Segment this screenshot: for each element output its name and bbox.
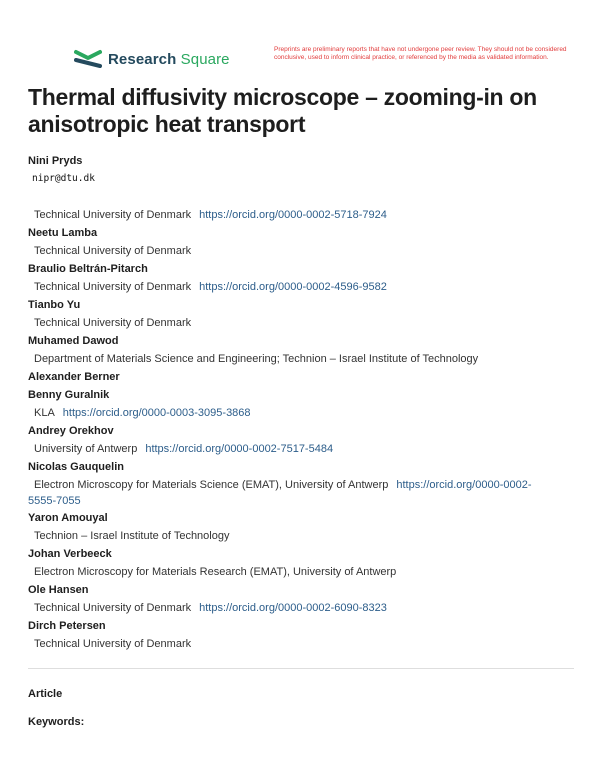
author-affiliation: Technical University of Denmark https://orcid.org/0000-0002-6090-8323 <box>34 602 387 614</box>
author-entry <box>28 509 576 545</box>
brand-name: Research Square <box>108 50 230 68</box>
author-entry <box>28 386 576 422</box>
author-entry <box>28 152 576 224</box>
orcid-link[interactable]: https://orcid.org/0000-0002-7517-5484 <box>145 443 334 455</box>
orcid-link[interactable]: https://orcid.org/0000-0002-5718-7924 <box>199 209 387 221</box>
author-affiliation: Electron Microscopy for Materials Science (EMAT), University of Antwerp https://orcid.org/0000-0002- <box>34 479 532 491</box>
author-list <box>28 152 576 653</box>
author-name: Yaron Amouyal <box>28 512 108 524</box>
author-name: Alexander Berner <box>28 371 120 383</box>
author-name: Braulio Beltrán-Pitarch <box>28 263 148 275</box>
author-affiliation: Technical University of Denmark <box>34 245 192 257</box>
author-affiliation: Technical University of Denmark <box>34 638 192 650</box>
author-entry <box>28 260 576 296</box>
research-square-logo[interactable] <box>74 48 230 70</box>
orcid-link[interactable]: https://orcid.org/0000-0003-3095-3868 <box>62 407 251 419</box>
orcid-link[interactable]: https://orcid.org/0000-0002- <box>396 479 532 491</box>
author-entry <box>28 368 576 386</box>
preprint-disclaimer: Preprints are preliminary reports that have not undergone peer review. They should not be considered conclusive, used to inform clinical practice, or referenced by the media as validated information. <box>274 46 567 61</box>
article-type-heading: Article <box>28 688 63 700</box>
author-name: Johan Verbeeck <box>28 548 112 560</box>
orcid-link[interactable]: https://orcid.org/0000-0002-6090-8323 <box>199 602 387 614</box>
research-square-logo-icon <box>74 48 102 70</box>
author-name: Tianbo Yu <box>28 299 81 311</box>
author-name: Benny Guralnik <box>28 389 110 401</box>
author-name: Neetu Lamba <box>28 227 98 239</box>
author-affiliation: Department of Materials Science and Engineering; Technion – Israel Institute of Technology <box>34 353 479 365</box>
author-affiliation: KLA https://orcid.org/0000-0003-3095-3868 <box>34 407 251 419</box>
author-entry <box>28 296 576 332</box>
keywords-heading: Keywords: <box>28 716 85 728</box>
header <box>74 46 574 76</box>
author-name: Nicolas Gauquelin <box>28 461 124 473</box>
author-name: Nini Pryds <box>28 155 83 167</box>
author-entry <box>28 224 576 260</box>
orcid-link[interactable]: https://orcid.org/0000-0002-4596-9582 <box>199 281 387 293</box>
author-affiliation: Technical University of Denmark https://orcid.org/0000-0002-4596-9582 <box>34 281 387 293</box>
orcid-link-continuation[interactable]: 5555-7055 <box>28 495 81 507</box>
author-entry <box>28 581 576 617</box>
author-entry <box>28 458 576 509</box>
author-name: Muhamed Dawod <box>28 335 119 347</box>
author-affiliation: University of Antwerp https://orcid.org/0000-0002-7517-5484 <box>34 443 334 455</box>
section-divider <box>28 668 574 669</box>
author-name: Ole Hansen <box>28 584 89 596</box>
author-entry <box>28 545 576 581</box>
author-entry <box>28 422 576 458</box>
paper-title: Thermal diffusivity microscope – zooming-in on anisotropic heat transport <box>28 84 537 137</box>
author-affiliation: Technical University of Denmark https://orcid.org/0000-0002-5718-7924 <box>34 209 387 221</box>
author-email[interactable]: nipr@dtu.dk <box>32 173 95 184</box>
author-affiliation: Electron Microscopy for Materials Research (EMAT), University of Antwerp <box>34 566 397 578</box>
author-entry <box>28 617 576 653</box>
author-name: Dirch Petersen <box>28 620 106 632</box>
author-affiliation: Technion – Israel Institute of Technology <box>34 530 230 542</box>
author-name: Andrey Orekhov <box>28 425 114 437</box>
author-entry <box>28 332 576 368</box>
author-affiliation: Technical University of Denmark <box>34 317 192 329</box>
